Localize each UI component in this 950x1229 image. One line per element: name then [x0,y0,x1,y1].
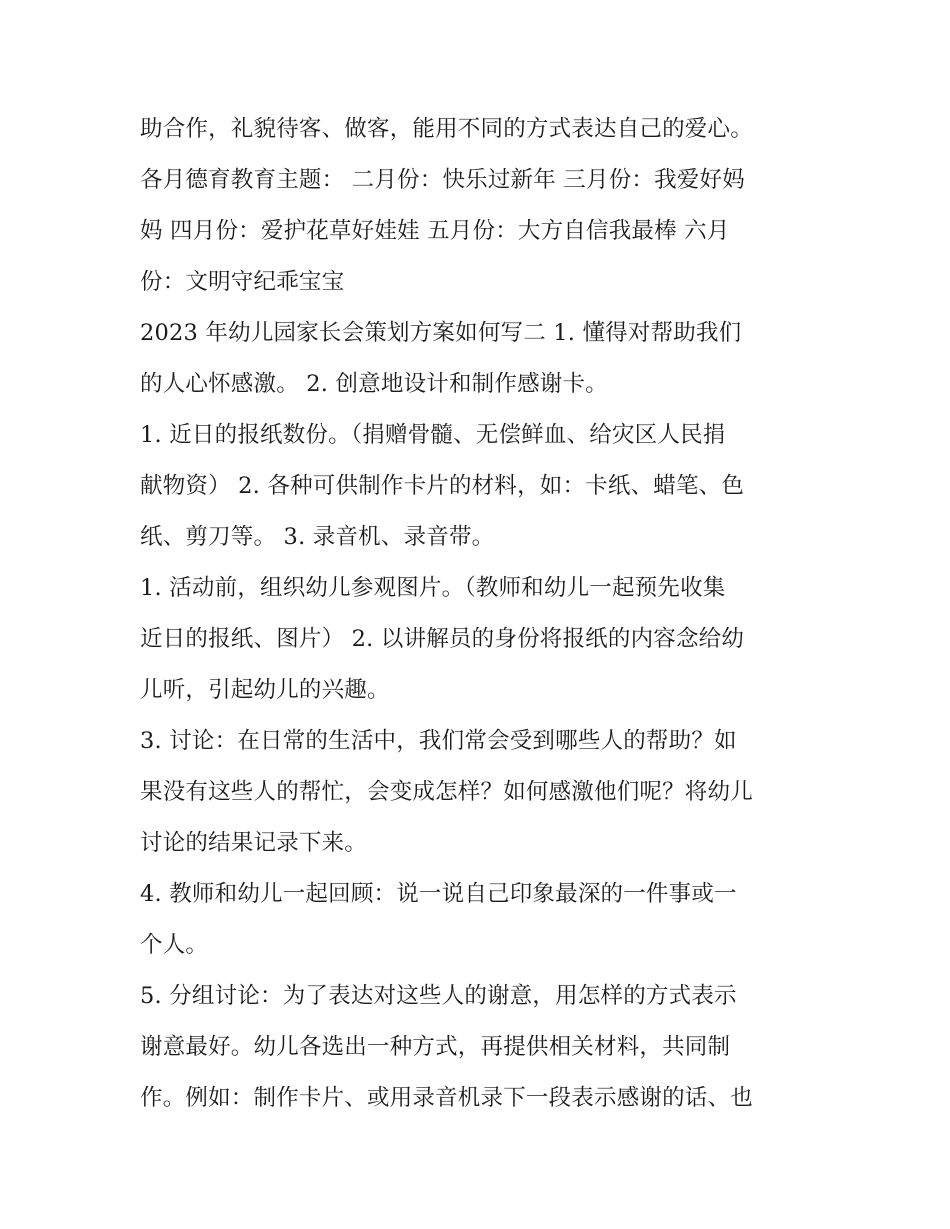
text-line: 4. 教师和幼儿一起回顾：说一说自己印象最深的一件事或一 [140,881,737,907]
text-line: 近日的报纸、图片） 2. 以讲解员的身份将报纸的内容念给幼 [140,626,745,652]
text-line: 讨论的结果记录下来。 [140,830,368,856]
text-line: 谢意最好。幼儿各选出一种方式，再提供相关材料，共同制 [140,1034,731,1060]
text-line: 儿听，引起幼儿的兴趣。 [140,677,390,703]
text-line: 果没有这些人的帮忙，会变成怎样？如何感激他们呢？将幼儿 [140,779,753,805]
text-line: 作。例如：制作卡片、或用录音机录下一段表示感谢的话、也 [140,1085,753,1111]
text-line: 1. 活动前，组织幼儿参观图片。（教师和幼儿一起预先收集 [140,575,726,601]
text-line: 助合作，礼貌待客、做客，能用不同的方式表达自己的爱心。 [140,116,753,142]
text-line: 妈 四月份：爱护花草好娃娃 五月份：大方自信我最棒 六月 [140,218,730,244]
text-line: 3. 讨论：在日常的生活中，我们常会受到哪些人的帮助？如 [140,728,737,754]
text-line: 1. 近日的报纸数份。（捐赠骨髓、无偿鲜血、给灾区人民捐 [140,422,726,448]
text-line: 5. 分组讨论：为了表达对这些人的谢意，用怎样的方式表示 [140,983,737,1009]
text-line: 2023 年幼儿园家长会策划方案如何写二 1. 懂得对帮助我们 [140,320,742,346]
text-line: 个人。 [140,932,209,958]
text-line: 献物资） 2. 各种可供制作卡片的材料，如：卡纸、蜡笔、色 [140,473,745,499]
text-line: 纸、剪刀等。 3. 录音机、录音带。 [140,524,495,550]
text-line: 份：文明守纪乖宝宝 [140,269,345,295]
document-body [140,104,820,1124]
text-line: 的人心怀感激。 2. 创意地设计和制作感谢卡。 [140,371,608,397]
text-line: 各月德育教育主题： 二月份：快乐过新年 三月份：我爱好妈 [140,167,745,193]
